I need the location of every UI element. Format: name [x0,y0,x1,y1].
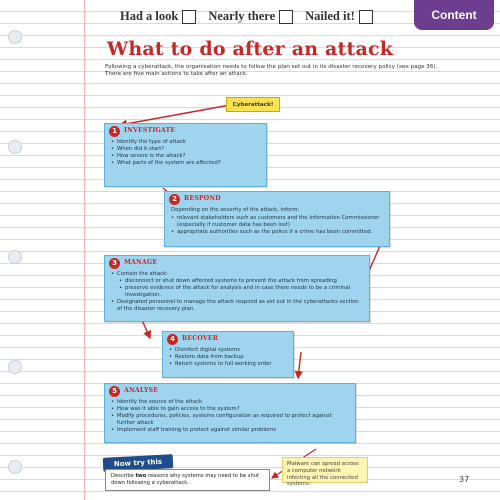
list-item: • Restore data from backup [169,354,287,361]
progress-item-nearly-there[interactable] [208,9,293,24]
section-tab: Content [414,0,494,30]
step-analyse-box [104,383,356,443]
progress-label: Nearly there [208,9,276,23]
question-text: Describe [111,473,136,479]
step-investigate-box [104,123,267,187]
step-manage-box [104,255,370,322]
list-item: • preserve evidence of the attack for analysis and in case there needs to be a criminal investigation. [111,285,363,299]
cyberattack-start-box: Cyberattack! [226,97,280,112]
step-number-badge: 4 [167,334,178,345]
list-item: • How severe is the attack? [111,153,260,160]
step-number-badge: 3 [109,258,120,269]
step-number-badge: 5 [109,386,120,397]
list-item: • Modify procedures, policies, systems configuration as required to protect against further attack [111,413,349,427]
question-text: reasons why systems may need to be shut down following a cyberattack. [111,473,260,486]
list-item: • Contain the attack: [111,271,363,278]
list-item: • How was it able to gain access to the system? [111,406,349,413]
intro-paragraph: Following a cyberattack, the organisation needs to follow the plan set out in its disaster recovery policy (see page 36). There are five main actions to take after an attack. [105,64,438,78]
step-title: INVESTIGATE [124,127,176,135]
now-try-this-question [105,469,270,491]
list-item: • Disinfect digital systems [169,347,287,354]
step-title: MANAGE [124,259,158,267]
list-item: • disconnect or shut down affected systems to prevent the attack from spreading [111,278,363,285]
progress-label: Had a look [120,9,179,23]
checkbox[interactable] [279,10,293,24]
step-header [109,386,349,397]
list-item: • Return systems to full working order [169,361,287,368]
step-title: RECOVER [182,335,219,343]
step-lead-text: Depending on the severity of the attack, inform: [171,207,300,213]
list-item: • appropriate authorities such as the police if a crime has been committed. [171,229,383,236]
hint-note: Malware can spread across a computer network infecting all the connected systems. [282,457,368,483]
punch-hole [8,360,22,374]
progress-label: Nailed it! [305,9,355,23]
step-header [167,334,287,345]
checkbox[interactable] [182,10,196,24]
now-try-this-label: Now try this [103,454,174,472]
list-item: • Designated personnel to manage the attack respond as set out in the cyberattacks section of the disaster recovery plan. [111,299,363,313]
arrow-manage-to-recover [142,320,150,338]
step-number-badge: 2 [169,194,180,205]
step-number-badge: 1 [109,126,120,137]
step-respond-box [164,191,390,247]
list-item: • Identify the source of the attack [111,399,349,406]
list-item: • When did it start? [111,146,260,153]
step-recover-box [162,331,294,378]
punch-hole [8,250,22,264]
punch-hole [8,460,22,474]
step-header [169,194,383,205]
list-item: • Implement staff training to protect against similar problems [111,427,349,434]
progress-item-had-a-look[interactable] [120,9,196,24]
step-header [109,126,260,137]
list-item: • relevant stakeholders such as customers and the Information Commissioner (especially if customer data has been lost) [171,215,383,229]
progress-tracker [120,9,373,24]
arrow-start-to-investigate [120,105,230,125]
step-title: ANALYSE [124,387,159,395]
punch-hole [8,140,22,154]
list-item: • Identify the type of attack [111,139,260,146]
list-item: • What parts of the system are affected? [111,160,260,167]
page-number: 37 [459,475,470,484]
checkbox[interactable] [359,10,373,24]
question-emphasis: two [135,473,147,479]
page-title: What to do after an attack [106,38,394,60]
step-header [109,258,363,269]
step-title: RESPOND [184,195,221,203]
progress-item-nailed-it[interactable] [305,9,373,24]
arrow-recover-to-analyse [298,352,301,378]
